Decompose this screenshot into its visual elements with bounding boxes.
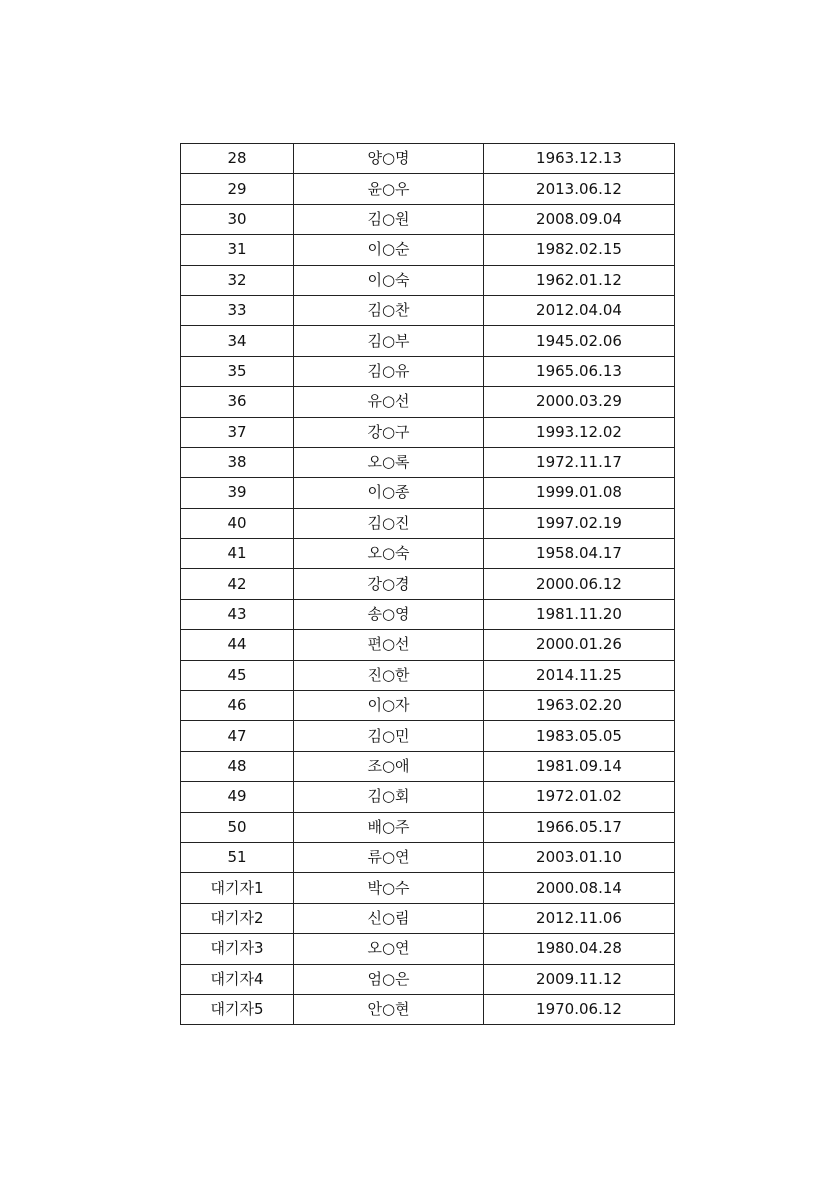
birth-date-cell: 2012.04.04 (484, 295, 675, 325)
birth-date-cell: 2012.11.06 (484, 903, 675, 933)
birth-date-cell: 1993.12.02 (484, 417, 675, 447)
row-number-cell: 48 (181, 751, 294, 781)
name-cell: 김○원 (294, 204, 484, 234)
table-row (181, 842, 675, 872)
name-cell: 김○찬 (294, 295, 484, 325)
name-cell: 강○구 (294, 417, 484, 447)
table-row (181, 539, 675, 569)
table-row (181, 478, 675, 508)
table-row (181, 326, 675, 356)
row-number-cell: 47 (181, 721, 294, 751)
name-cell: 진○한 (294, 660, 484, 690)
row-number-cell: 28 (181, 144, 294, 174)
name-cell: 김○부 (294, 326, 484, 356)
row-number-cell: 36 (181, 387, 294, 417)
name-cell: 강○경 (294, 569, 484, 599)
name-cell: 송○영 (294, 599, 484, 629)
row-number-cell: 29 (181, 174, 294, 204)
table-row (181, 721, 675, 751)
table-row (181, 174, 675, 204)
table-row (181, 964, 675, 994)
row-number-cell: 49 (181, 782, 294, 812)
birth-date-cell: 1962.01.12 (484, 265, 675, 295)
birth-date-cell: 1963.02.20 (484, 691, 675, 721)
table-row (181, 782, 675, 812)
table-row (181, 235, 675, 265)
roster-table-body (181, 144, 675, 1025)
row-number-cell: 32 (181, 265, 294, 295)
birth-date-cell: 1981.11.20 (484, 599, 675, 629)
birth-date-cell: 1966.05.17 (484, 812, 675, 842)
row-number-cell: 40 (181, 508, 294, 538)
birth-date-cell: 1980.04.28 (484, 934, 675, 964)
table-row (181, 751, 675, 781)
birth-date-cell: 2000.01.26 (484, 630, 675, 660)
name-cell: 유○선 (294, 387, 484, 417)
name-cell: 오○록 (294, 447, 484, 477)
row-number-cell: 대기자1 (181, 873, 294, 903)
birth-date-cell: 1970.06.12 (484, 994, 675, 1024)
table-row (181, 295, 675, 325)
birth-date-cell: 2000.03.29 (484, 387, 675, 417)
name-cell: 오○연 (294, 934, 484, 964)
birth-date-cell: 1972.11.17 (484, 447, 675, 477)
birth-date-cell: 1999.01.08 (484, 478, 675, 508)
row-number-cell: 35 (181, 356, 294, 386)
birth-date-cell: 1981.09.14 (484, 751, 675, 781)
name-cell: 조○애 (294, 751, 484, 781)
table-row (181, 204, 675, 234)
name-cell: 이○자 (294, 691, 484, 721)
table-row (181, 265, 675, 295)
name-cell: 김○진 (294, 508, 484, 538)
row-number-cell: 42 (181, 569, 294, 599)
row-number-cell: 44 (181, 630, 294, 660)
row-number-cell: 39 (181, 478, 294, 508)
row-number-cell: 41 (181, 539, 294, 569)
birth-date-cell: 2003.01.10 (484, 842, 675, 872)
table-row (181, 417, 675, 447)
name-cell: 김○유 (294, 356, 484, 386)
row-number-cell: 대기자5 (181, 994, 294, 1024)
birth-date-cell: 2000.08.14 (484, 873, 675, 903)
birth-date-cell: 2000.06.12 (484, 569, 675, 599)
roster-table (180, 143, 675, 1025)
table-row (181, 387, 675, 417)
birth-date-cell: 1945.02.06 (484, 326, 675, 356)
row-number-cell: 46 (181, 691, 294, 721)
table-row (181, 994, 675, 1024)
row-number-cell: 대기자4 (181, 964, 294, 994)
row-number-cell: 51 (181, 842, 294, 872)
table-row (181, 569, 675, 599)
name-cell: 윤○우 (294, 174, 484, 204)
birth-date-cell: 1958.04.17 (484, 539, 675, 569)
name-cell: 류○연 (294, 842, 484, 872)
birth-date-cell: 1963.12.13 (484, 144, 675, 174)
row-number-cell: 34 (181, 326, 294, 356)
birth-date-cell: 1972.01.02 (484, 782, 675, 812)
birth-date-cell: 1983.05.05 (484, 721, 675, 751)
name-cell: 김○민 (294, 721, 484, 751)
row-number-cell: 45 (181, 660, 294, 690)
table-row (181, 630, 675, 660)
birth-date-cell: 2009.11.12 (484, 964, 675, 994)
table-row (181, 599, 675, 629)
table-row (181, 356, 675, 386)
table-row (181, 508, 675, 538)
row-number-cell: 대기자2 (181, 903, 294, 933)
birth-date-cell: 2008.09.04 (484, 204, 675, 234)
birth-date-cell: 2014.11.25 (484, 660, 675, 690)
name-cell: 배○주 (294, 812, 484, 842)
row-number-cell: 33 (181, 295, 294, 325)
row-number-cell: 30 (181, 204, 294, 234)
row-number-cell: 37 (181, 417, 294, 447)
birth-date-cell: 1982.02.15 (484, 235, 675, 265)
table-row (181, 812, 675, 842)
name-cell: 편○선 (294, 630, 484, 660)
row-number-cell: 50 (181, 812, 294, 842)
table-row (181, 660, 675, 690)
name-cell: 이○종 (294, 478, 484, 508)
name-cell: 박○수 (294, 873, 484, 903)
name-cell: 이○순 (294, 235, 484, 265)
table-row (181, 903, 675, 933)
row-number-cell: 38 (181, 447, 294, 477)
birth-date-cell: 1965.06.13 (484, 356, 675, 386)
name-cell: 김○회 (294, 782, 484, 812)
table-row (181, 447, 675, 477)
table-row (181, 934, 675, 964)
birth-date-cell: 2013.06.12 (484, 174, 675, 204)
birth-date-cell: 1997.02.19 (484, 508, 675, 538)
table-row (181, 691, 675, 721)
row-number-cell: 43 (181, 599, 294, 629)
name-cell: 이○숙 (294, 265, 484, 295)
row-number-cell: 31 (181, 235, 294, 265)
table-row (181, 873, 675, 903)
name-cell: 신○림 (294, 903, 484, 933)
table-row (181, 144, 675, 174)
name-cell: 오○숙 (294, 539, 484, 569)
name-cell: 엄○은 (294, 964, 484, 994)
row-number-cell: 대기자3 (181, 934, 294, 964)
name-cell: 안○현 (294, 994, 484, 1024)
name-cell: 양○명 (294, 144, 484, 174)
